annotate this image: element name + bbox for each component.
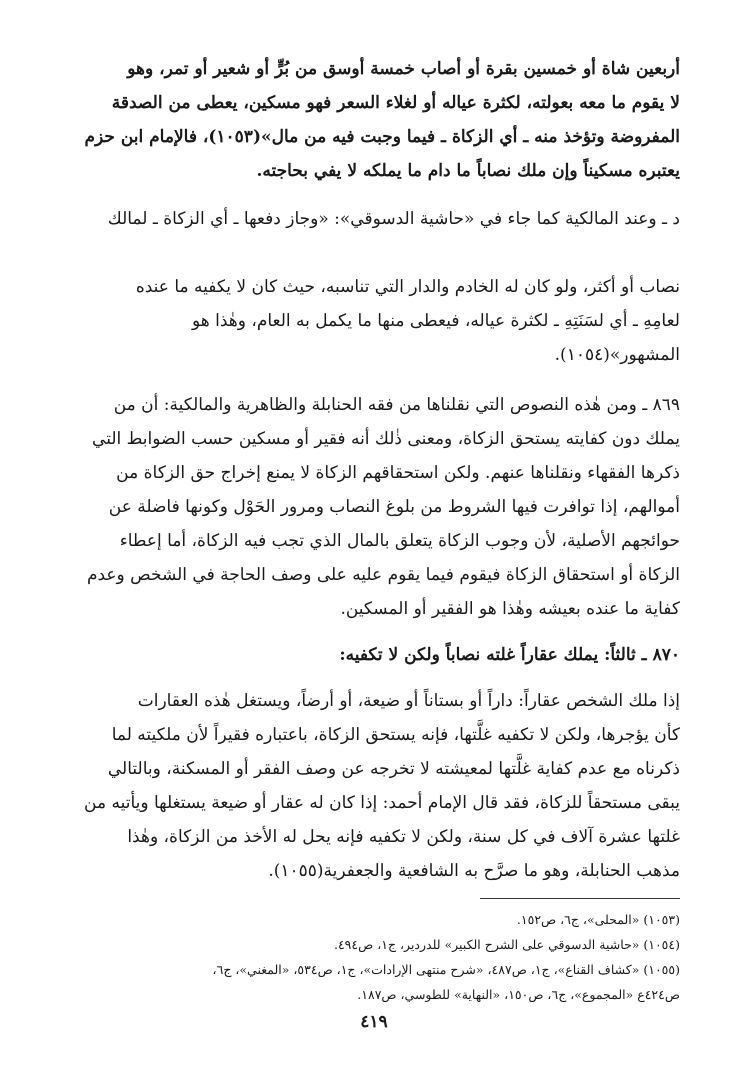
text-line: يعتبره مسكيناً وإن ملك نصاباً ما دام ما يملكه لا يفي بحاجته.	[256, 161, 680, 181]
text-line: المفروضة وتؤخذ منه ـ أي الزكاة ـ فيما وجبت فيه من مال»(١٠٥٣)، فالإمام ابن حزم	[84, 127, 680, 147]
text-line: ٨٦٩ ـ ومن هٰذه النصوص التي نقلناها من فقه الحنابلة والظاهرية والمالكية: أن من	[113, 395, 680, 415]
text-line: يملك دون كفايته يستحق الزكاة، ومعنى ذٰلك أنه فقير أو مسكين حسب الضوابط التي	[92, 429, 680, 449]
paragraph-870-body	[70, 684, 680, 888]
text-line: غلتها عشرة آلاف في كل سنة، ولكن لا تكفيه فإنه يحل له الأخذ من الزكاة، وهٰذا	[127, 827, 680, 847]
text-line: كفاية ما عنده بعيشه وهٰذا هو الفقير أو المسكين.	[340, 599, 680, 619]
text-line: لعامِهِ ـ أي لسَنَتِهِ ـ لكثرة عياله، فيعطى منها ما يكمل به العام، وهٰذا هو	[191, 311, 680, 331]
text-line: د ـ وعند المالكية كما جاء في «حاشية الدسوقي»: «وجاز دفعها ـ أي الزكاة ـ لمالك	[107, 209, 680, 229]
text-line: كأن يؤجرها، ولكن لا تكفيه غلَّتها، فإنه يستحق الزكاة، باعتباره فقيراً لأن ملكيته لما	[111, 725, 680, 745]
paragraph-ibn-hazm-continuation	[70, 52, 680, 188]
paragraph-maliki-opinion	[70, 202, 680, 372]
footnote-1053: (١٠٥٣) «المحلى»، ج٦، ص١٥٢.	[516, 912, 680, 927]
text-line: ذكرناه مع عدم كفاية غلَّتها لمعيشته لا تخرجه عن وصف الفقر أو المسكنة، وبالتالي	[107, 759, 680, 779]
text-line: لا يقوم ما معه بعولته، لكثرة عياله أو لغلاء السعر فهو مسكين، يعطى من الصدقة	[111, 93, 680, 113]
text-line: مذهب الحنابلة، وهو ما صرَّح به الشافعية والجعفرية(١٠٥٥).	[268, 861, 680, 881]
text-line: ذكرها الفقهاء ونقلناها عنهم. ولكن استحقاقهم الزكاة لا يمنع إخراج حق الزكاة من	[116, 463, 680, 483]
footnote-divider	[480, 898, 680, 899]
text-line: الزكاة أو استحقاق الزكاة فيقوم فيما يقوم عليه على وصف الحاجة في الشخص وعدم	[86, 565, 680, 585]
text-line: إذا ملك الشخص عقاراً: داراً أو بستاناً أو ضيعة، أو أرضاً، ويستغل هٰذه العقارات	[137, 691, 680, 711]
footnotes	[70, 907, 680, 1007]
text-line: نصاب أو أكثر، ولو كان له الخادم والدار التي تناسبه، حيث كان لا يكفيه ما عنده	[135, 277, 680, 297]
text-line: أموالهم، إذا توافرت فيها الشروط من بلوغ النصاب ومرور الحَوْل وكونها فاضلة عن	[108, 497, 680, 517]
footnote-1054: (١٠٥٤) «حاشية الدسوقي على الشرح الكبير» للدردير، ج١، ص٤٩٤.	[333, 937, 680, 952]
paragraph-869	[70, 388, 680, 626]
text-line: المشهور»(١٠٥٤).	[554, 345, 680, 365]
text-line: يبقى مستحقاً للزكاة، فقد قال الإمام أحمد: إذا كان له عقار أو ضيعة يستغلها ويأتيه من	[84, 793, 680, 813]
footnote-1055-continued: ص٤٢٤ع «المجموع»، ج٦، ص١٥٠، «النهاية» للطوسي، ص١٨٧.	[357, 987, 680, 1002]
text-line: أربعين شاة أو خمسين بقرة أو أصاب خمسة أوسق من بُرٍّ أو شعير أو تمر، وهو	[127, 59, 680, 79]
page-number: ٤١٩	[360, 1012, 388, 1032]
footnote-1055: (١٠٥٥) «كشاف القناع»، ج١، ص٤٨٧، «شرح منتهى الإرادات»، ج١، ص٥٣٤، «المغني»، ج٦،	[212, 962, 680, 977]
document-page	[70, 52, 680, 1007]
section-heading-870: ٨٧٠ ـ ثالثاً: يملك عقاراً غلته نصاباً ولكن لا تكفيه:	[339, 645, 680, 665]
indented-lines	[70, 243, 680, 372]
text-line: حوائجهم الأصلية، لأن وجوب الزكاة يتعلق بالمال الذي تجب فيه الزكاة، أما إعطاء	[119, 531, 680, 551]
